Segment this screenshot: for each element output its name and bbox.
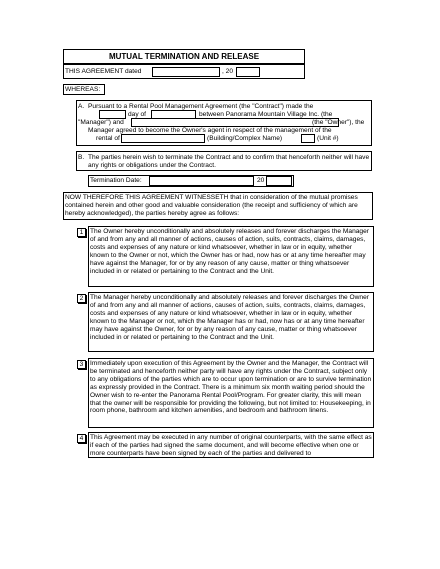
termination-year-prefix: 20 [257,177,265,184]
whereas-heading: WHEREAS: [65,86,101,93]
clause-a-line3: Manager agreed to become the Owner's agent in respect of the management of the [88,127,332,134]
agreement-dated-label: THIS AGREEMENT dated [65,68,142,75]
now-therefore-text: NOW THEREFORE THIS AGREEMENT WITNESSETH that in consideration of the mutual promises contained herein and other good and valuable consideration (the receipt and sufficiency of which are hereby acknowledged), the parties hereby agree as follows: [65,194,358,217]
clause-a-day-field[interactable] [99,110,126,119]
clause-a-line1: Pursuant to a Rental Pool Management Agreement (the "Contract") made the [88,103,314,110]
clause-a-day-of: day of [128,111,146,118]
clause-b-text: The parties herein wish to terminate the Contract and to confirm that henceforth neither will have any rights or obligations under the Contract. [88,154,370,169]
termination-date-field[interactable] [149,176,254,186]
clause-a-between: between Panorama Mountain Village Inc. (the [199,111,333,118]
clause-a-unit-label: (Unit #) [317,135,339,142]
clause-a-building-field[interactable] [121,134,205,143]
clause-4-text: This Agreement may be executed in any number of original counterparts, with the same effect as if each of the parties had signed the same document, and will become effective when one or more counterparts have been signed by each of the parties and delivered to [90,434,372,457]
clause-2-number: 2 [77,294,86,303]
clause-a-manager-paren: "Manager") and [78,119,124,126]
clause-3-number: 3 [77,360,86,369]
termination-year-field[interactable] [266,176,292,186]
agreement-year-field[interactable] [236,67,260,77]
clause-a-owner-paren: (the "Owner"), the [312,119,365,126]
clause-b-label: B. [78,154,85,161]
clause-3-text: Immediately upon execution of this Agreement by the Owner and the Manager, the Contract will be terminated and henceforth neither party will have any rights under the Contract, subject only to any obligations of the parties which are to occur upon termination or are to survive termination as expressly provided in the Contract. There is a minimum six month waiting period should the Owner wish to re-enter the Panorama Rental Pool/Program. For greater clarity, this will mean that the owner will be responsible for providing the following, but not limited to: Housekeeping, in room phone, bathroom and kitchen amenities, and bedroom and bathroom linens. [90,360,372,415]
clause-a-unit-field[interactable] [301,134,315,143]
clause-a-owner-field[interactable] [131,118,339,127]
clause-a-label: A. [78,103,85,110]
page-title: MUTUAL TERMINATION AND RELEASE [108,52,260,61]
clause-1-text: The Owner hereby unconditionally and absolutely releases and forever discharges the Manager of and from any and all manner of actions, causes of action, suits, contracts, claims, damages, costs and expenses of any nature or kind whatsoever, whether in law or in equity, whether known to the Owner or not, which the Owner has or had, now has or at any time hereafter may have against the Manager, for or by any reason of any cause, matter or thing whatsoever included in or related or pertaining to the Contract and the Unit. [90,228,369,275]
clause-2-text: The Manager hereby unconditionally and absolutely releases and forever discharges the Owner of and from any and all manner of actions, causes of action, suits, contracts, claims, damages, costs and expenses of any nature or kind whatsoever, whether in law or in equity, whether known to the Manager or not, which the Manager has or had, now has or at any time hereafter may have against the Owner, for or by any reason of any cause, matter or thing whatsoever included in or related or pertaining to the Contract and the Unit. [90,294,369,341]
clause-4-number: 4 [77,434,86,443]
clause-a-building-label: (Building/Complex Name) [207,135,283,142]
agreement-date-field[interactable] [152,67,220,77]
clause-a-rental-of: rental of [96,135,120,142]
agreement-year-prefix: , 20 [222,68,233,75]
clause-1-number: 1 [77,228,86,237]
termination-date-label: Termination Date: [90,177,142,184]
